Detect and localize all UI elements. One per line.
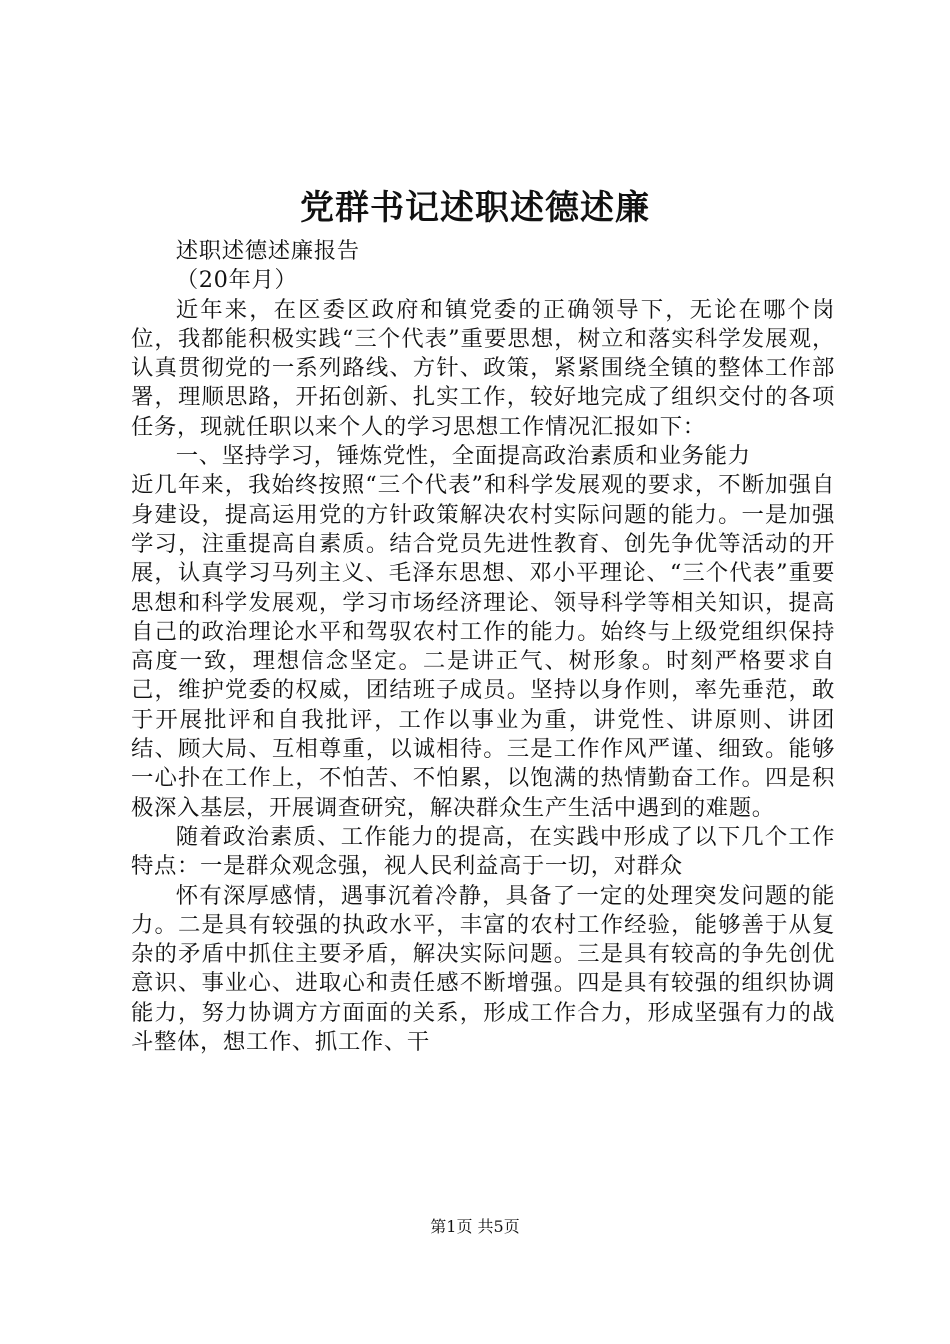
report-subtitle: 述职述德述廉报告 [175, 238, 360, 264]
document-title: 党群书记述职述德述廉 [300, 188, 650, 228]
body-paragraph: 随着政治素质、工作能力的提高，在实践中形成了以下几个工作特点：一是群众观念强，视人民利益高于一切，对群众 [131, 823, 835, 880]
page-footer: 第1页 共5页 [430, 1217, 520, 1236]
body-paragraph: 近年来，在区委区政府和镇党委的正确领导下，无论在哪个岗位，我都能积极实践“三个代表”重要思想，树立和落实科学发展观，认真贯彻党的一系列路线、方针、政策，紧紧围绕全镇的整体工作部署，理顺思路，开拓创新、扎实工作，较好地完成了组织交付的各项任务，现就任职以来个人的学习思想工作情况汇报如下： [131, 296, 835, 440]
report-date: （20年月） [175, 267, 298, 294]
body-paragraph: 近几年来，我始终按照“三个代表”和科学发展观的要求，不断加强自身建设，提高运用党的方针政策解决农村实际问题的能力。一是加强学习，注重提高自素质。结合党员先进性教育、创先争优等活动的开展，认真学习马列主义、毛泽东思想、邓小平理论、“三个代表”重要思想和科学发展观，学习市场经济理论、领导科学等相关知识，提高自己的政治理论水平和驾驭农村工作的能力。始终与上级党组织保持高度一致，理想信念坚定。二是讲正气、树形象。时刻严格要求自己，维护党委的权威，团结班子成员。坚持以身作则，率先垂范，敢于开展批评和自我批评，工作以事业为重，讲党性、讲原则、讲团结、顾大局、互相尊重，以诚相待。三是工作作风严谨、细致。能够一心扑在工作上，不怕苦、不怕累，以饱满的热情勤奋工作。四是积极深入基层，开展调查研究，解决群众生产生活中遇到的难题。 [131, 472, 835, 821]
section-heading: 一、坚持学习，锤炼党性，全面提高政治素质和业务能力 [175, 443, 751, 470]
body-paragraph: 怀有深厚感情，遇事沉着冷静，具备了一定的处理突发问题的能力。二是具有较强的执政水平，丰富的农村工作经验，能够善于从复杂的矛盾中抓住主要矛盾，解决实际问题。三是具有较高的争先创优意识、事业心、进取心和责任感不断增强。四是具有较强的组织协调能力，努力协调方方面面的关系，形成工作合力，形成坚强有力的战斗整体，想工作、抓工作、干 [131, 882, 835, 1056]
document-body [131, 237, 835, 1057]
